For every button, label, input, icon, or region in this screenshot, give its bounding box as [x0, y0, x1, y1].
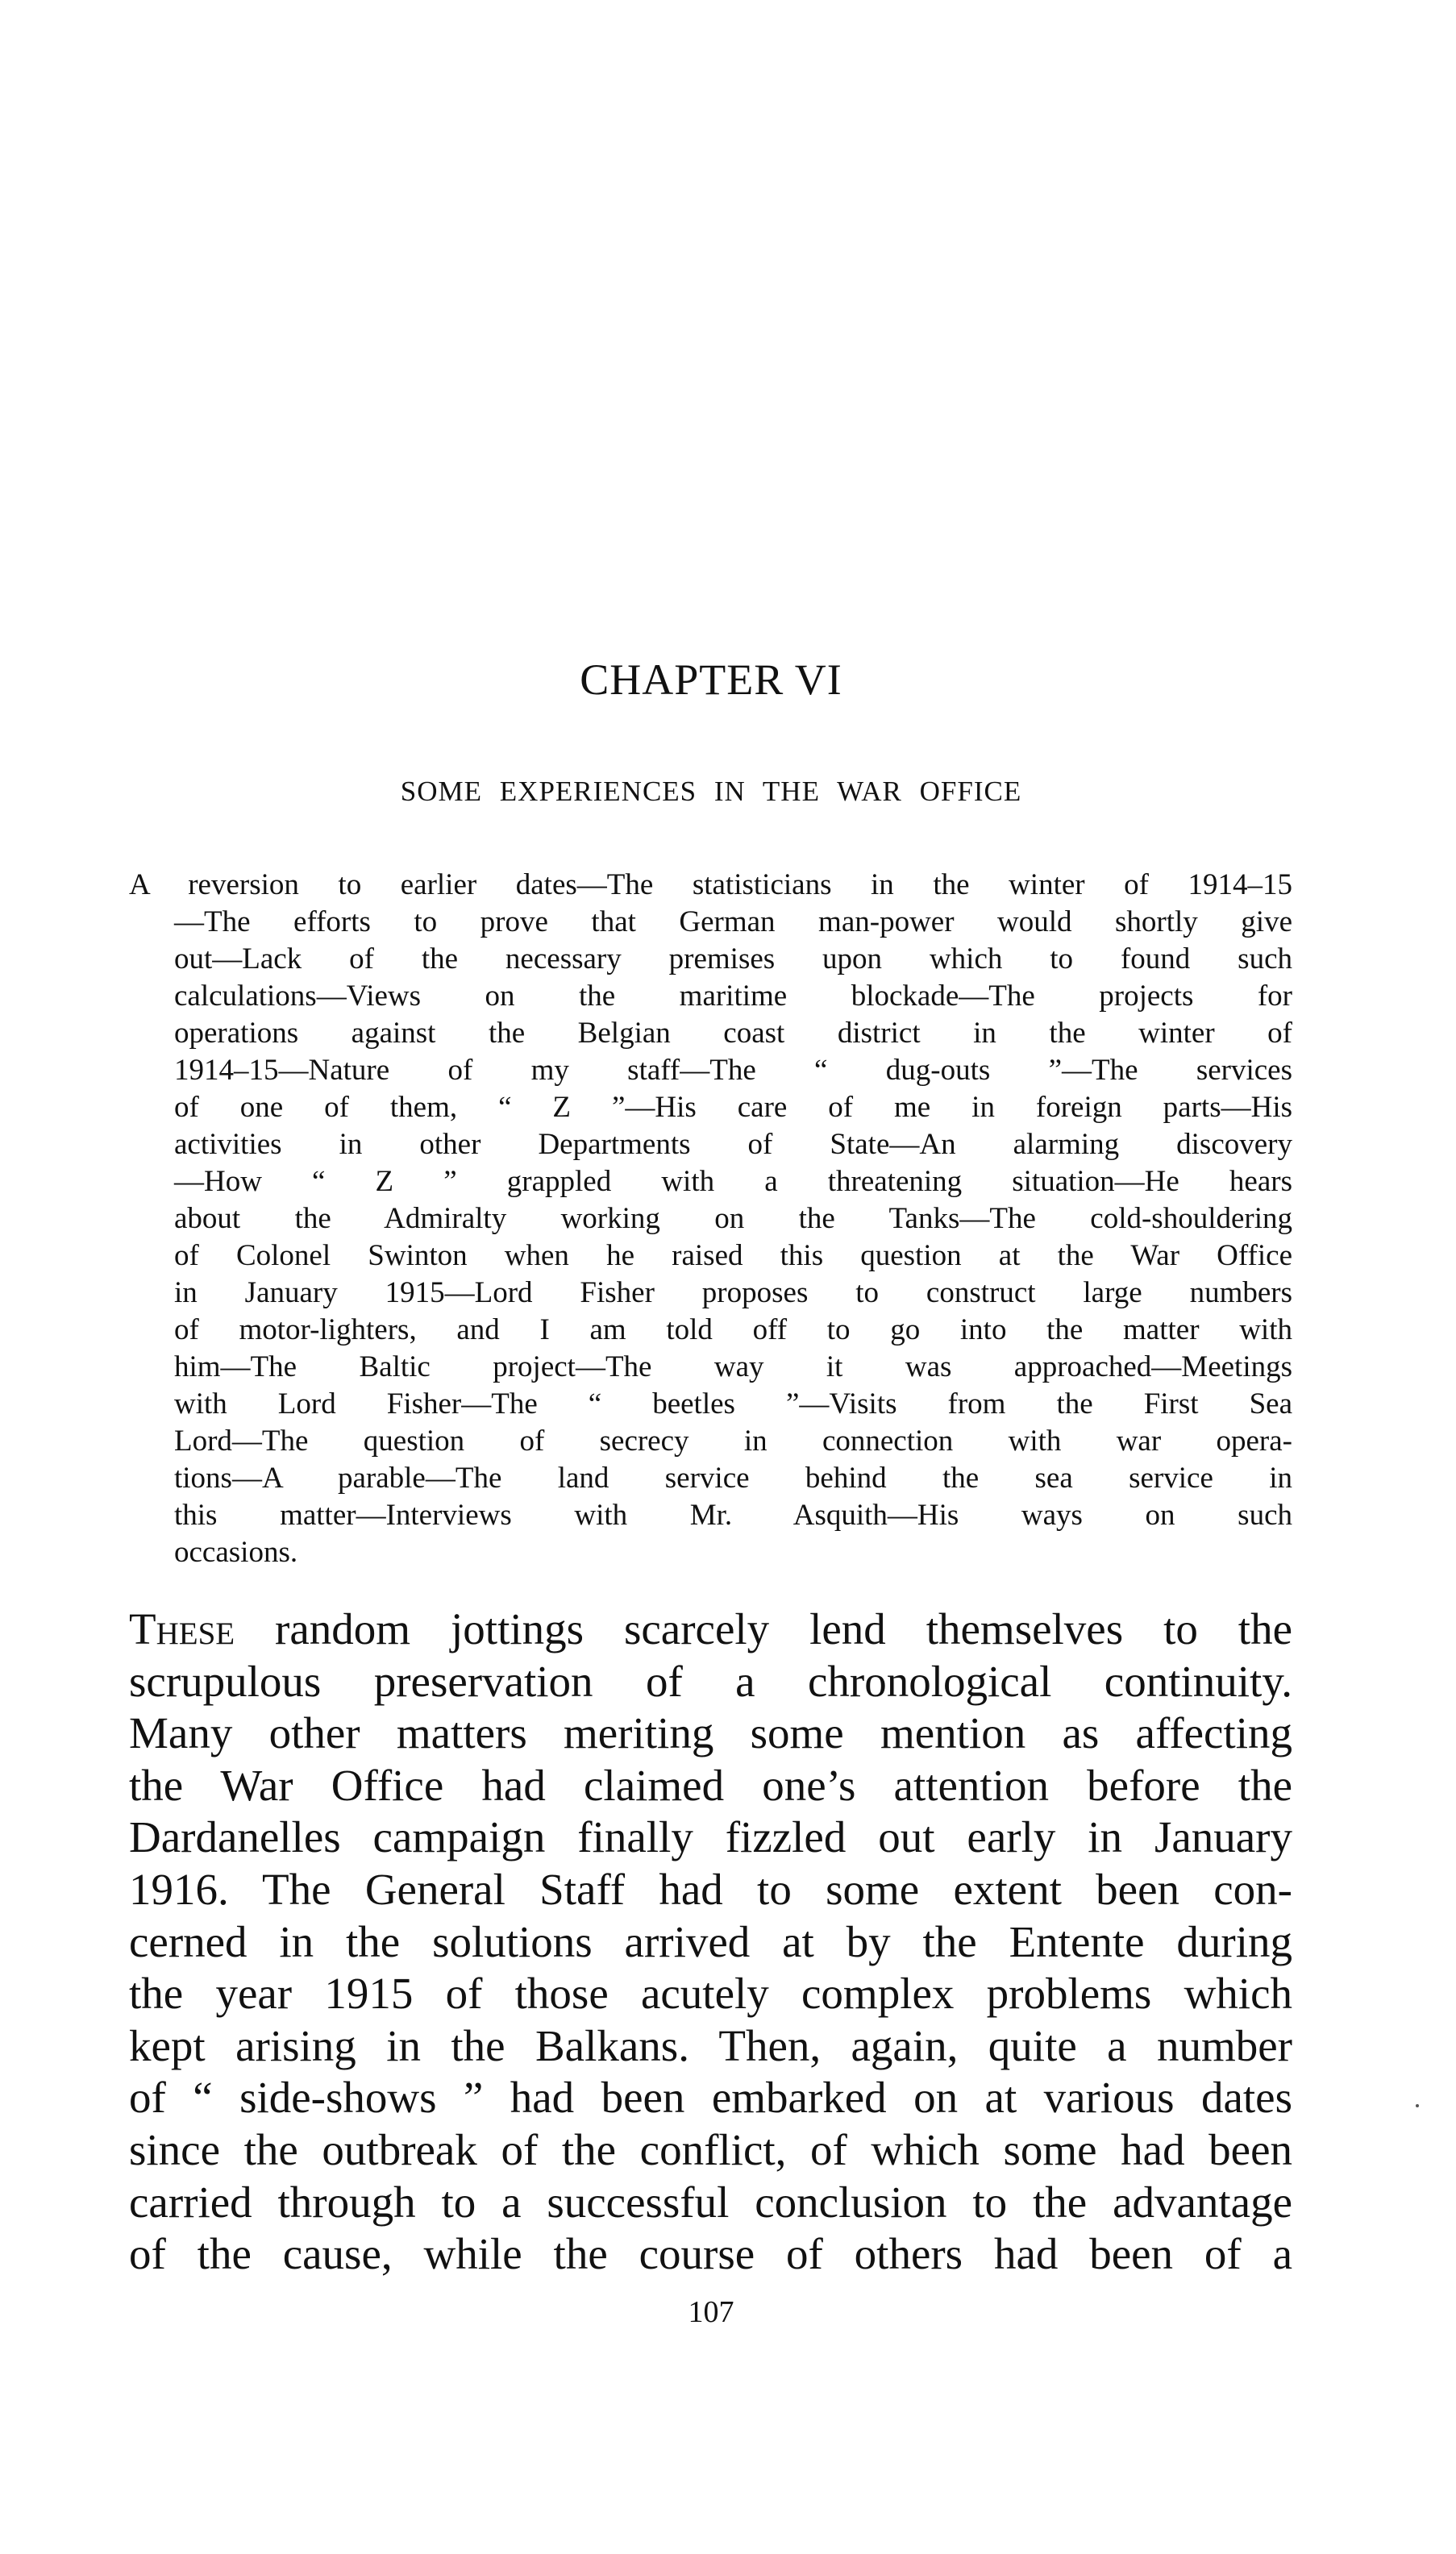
body-line: scrupulous preservation of a chronological continuity.	[129, 1656, 1292, 1706]
summary-line: —How “ Z ” grappled with a threatening situation—He hears	[174, 1165, 1292, 1198]
body-text	[129, 1604, 1292, 2281]
summary-line: A reversion to earlier dates—The statisticians in the winter of 1914–15	[129, 868, 1292, 901]
body-line: Many other matters meriting some mention as affecting	[129, 1708, 1292, 1758]
summary-line: him—The Baltic project—The way it was approached—Meetings	[174, 1350, 1292, 1383]
chapter-summary	[129, 867, 1292, 1571]
summary-line: in January 1915—Lord Fisher proposes to construct large numbers	[174, 1276, 1292, 1309]
body-line: carried through to a successful conclusion to the advantage	[129, 2177, 1292, 2227]
summary-line: out—Lack of the necessary premises upon which to found such	[174, 942, 1292, 975]
summary-line: of one of them, “ Z ”—His care of me in foreign parts—His	[174, 1091, 1292, 1124]
body-line-text: random jottings scarcely lend themselves to the	[235, 1604, 1292, 1653]
summary-line: this matter—Interviews with Mr. Asquith—His ways on such	[174, 1499, 1292, 1532]
body-line: the year 1915 of those acutely complex problems which	[129, 1969, 1292, 2019]
body-line: the War Office had claimed one’s attention before the	[129, 1760, 1292, 1810]
margin-speck	[1416, 2104, 1419, 2107]
summary-line: about the Admiralty working on the Tanks—The cold-shouldering	[174, 1202, 1292, 1235]
body-line: kept arising in the Balkans. Then, again, quite a number	[129, 2020, 1292, 2070]
lead-word: These	[129, 1604, 235, 1653]
body-line: of the cause, while the course of others had been of a	[129, 2229, 1292, 2279]
summary-line: Lord—The question of secrecy in connection with war opera-	[174, 1425, 1292, 1458]
body-line: cerned in the solutions arrived at by the Entente during	[129, 1916, 1292, 1966]
body-line: of “ side-shows ” had been embarked on at various dates	[129, 2073, 1292, 2123]
summary-line: operations against the Belgian coast district in the winter of	[174, 1017, 1292, 1050]
summary-line: —The efforts to prove that German man-power would shortly give	[174, 905, 1292, 938]
summary-line: with Lord Fisher—The “ beetles ”—Visits from the First Sea	[174, 1387, 1292, 1421]
summary-line: calculations—Views on the maritime blockade—The projects for	[174, 980, 1292, 1013]
chapter-title: CHAPTER VI	[580, 655, 842, 704]
body-line: since the outbreak of the conflict, of which some had been	[129, 2124, 1292, 2174]
summary-line: activities in other Departments of State—An alarming discovery	[174, 1128, 1292, 1161]
summary-line: of Colonel Swinton when he raised this question at the War Office	[174, 1239, 1292, 1272]
summary-line: 1914–15—Nature of my staff—The “ dug-outs ”—The services	[174, 1054, 1292, 1087]
chapter-subtitle: SOME EXPERIENCES IN THE WAR OFFICE	[400, 776, 1022, 807]
summary-line: of motor-lighters, and I am told off to go into the matter with	[174, 1313, 1292, 1346]
summary-line: tions—A parable—The land service behind the sea service in	[174, 1462, 1292, 1495]
page-number: 107	[688, 2295, 734, 2329]
body-line: 1916. The General Staff had to some extent been con-	[129, 1864, 1292, 1914]
summary-line: occasions.	[174, 1536, 298, 1569]
body-line: Dardanelles campaign finally fizzled out early in January	[129, 1812, 1292, 1862]
body-line	[129, 1604, 1292, 1656]
